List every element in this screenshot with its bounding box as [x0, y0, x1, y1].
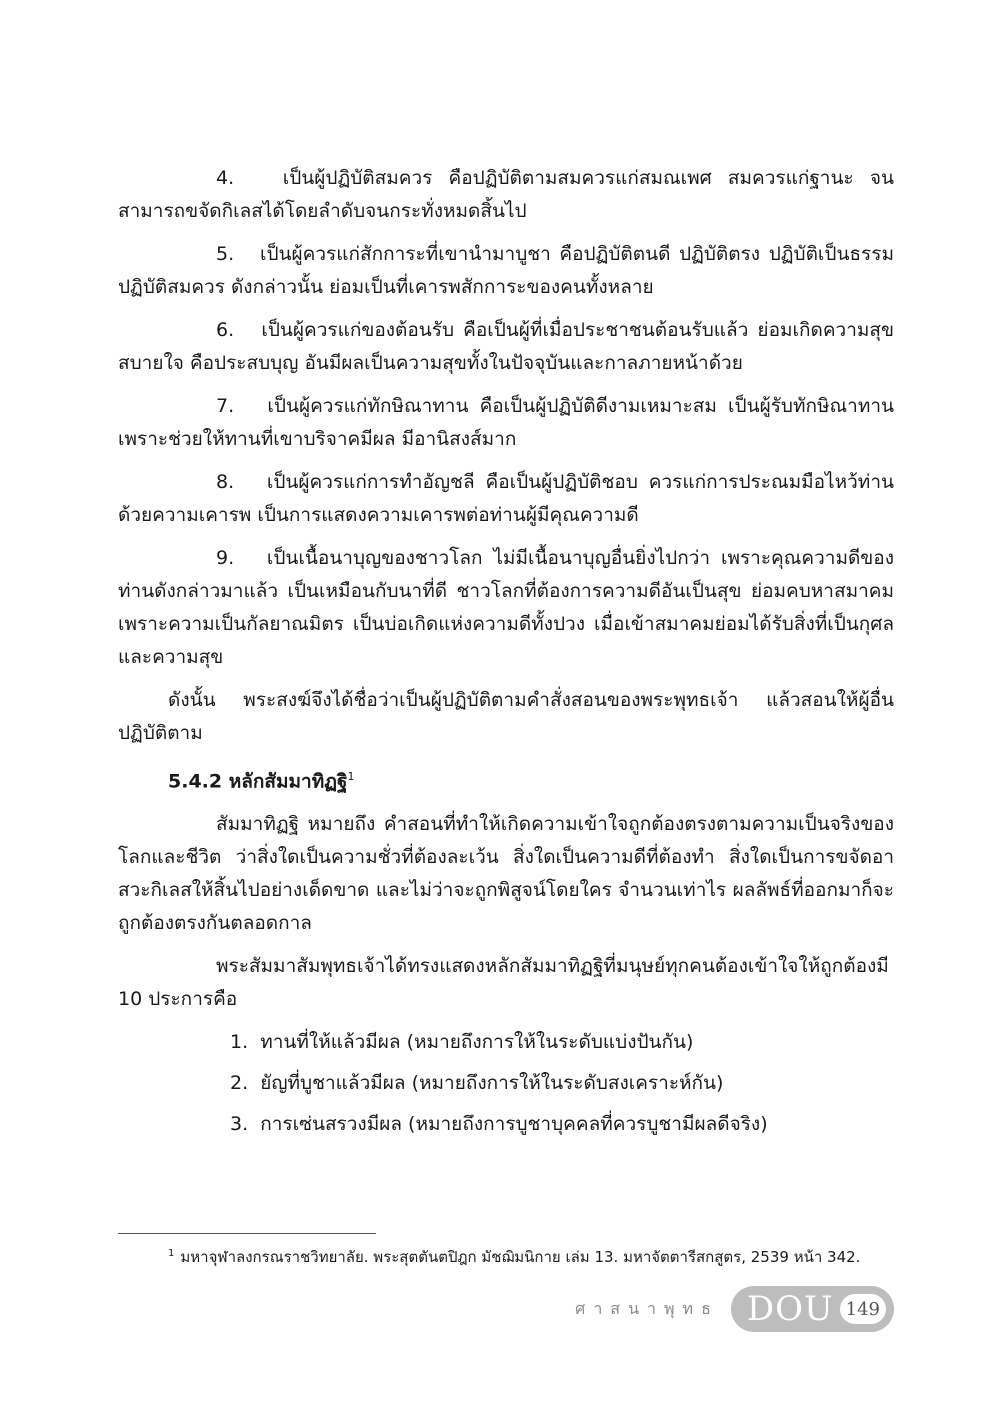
footnote: [118, 1240, 894, 1271]
dou-logo-badge: [731, 1286, 894, 1332]
list-item: 1. ทานที่ให้แล้วมีผล (หมายถึงการให้ในระดับแบ่งปันกัน): [230, 1031, 694, 1054]
paragraph-item-7: 7. เป็นผู้ควรแก่ทักษิณาทาน คือเป็นผู้ปฏิบัติดีงามเหมาะสม เป็นผู้รับทักษิณาทาน เพราะช่วยให้ทานที่เขาบริจาคมีผล มีอานิสงส์มาก: [118, 395, 894, 450]
paragraph-item-4: 4. เป็นผู้ปฏิบัติสมควร คือปฏิบัติตามสมควรแก่สมณเพศ สมควรแก่ฐานะ จนสามารถขจัดกิเลสได้โดยลำดับจนกระทั่งหมดสิ้นไป: [118, 167, 894, 222]
paragraph-intro: พระสัมมาสัมพุทธเจ้าได้ทรงแสดงหลักสัมมาทิฏฐิที่มนุษย์ทุกคนต้องเข้าใจให้ถูกต้องมี 10 ประการคือ: [118, 955, 889, 1011]
paragraph-item-8: 8. เป็นผู้ควรแก่การทำอัญชลี คือเป็นผู้ปฏิบัติชอบ ควรแก่การประณมมือไหว้ท่านด้วยความเคารพ เป็นการแสดงความเคารพต่อท่านผู้มีคุณความดี: [118, 471, 894, 526]
page-footer: [575, 1286, 894, 1332]
paragraph-item-6: 6. เป็นผู้ควรแก่ของต้อนรับ คือเป็นผู้ที่เมื่อประชาชนต้อนรับแล้ว ย่อมเกิดความสุขสบายใจ คือประสบบุญ อันมีผลเป็นความสุขทั้งในปัจจุบันและกาลภายหน้าด้วย: [118, 319, 894, 374]
paragraph-item-5: 5. เป็นผู้ควรแก่สักการะที่เขานำมาบูชา คือปฏิบัติตนดี ปฏิบัติตรง ปฏิบัติเป็นธรรม ปฏิบัติสมควร ดังกล่าวนั้น ย่อมเป็นที่เคารพสักการะของคนทั้งหลาย: [118, 243, 894, 298]
paragraph-definition: สัมมาทิฏฐิ หมายถึง คำสอนที่ทำให้เกิดความเข้าใจถูกต้องตรงตามความเป็นจริงของโลกและชีวิต ว่าสิ่งใดเป็นความชั่วที่ต้องละเว้น สิ่งใดเป็นความดีที่ต้องทำ สิ่งใดเป็นการขจัดอาสวะกิเลสให้สิ้นไปอย่างเด็ดขาด และไม่ว่าจะถูกพิสูจน์โดยใคร จำนวนเท่าไร ผลลัพธ์ที่ออกมาก็จะถูกต้องตรงกันตลอดกาล: [118, 813, 894, 935]
footnote-divider: [118, 1233, 376, 1234]
paragraph-conclusion: ดังนั้น พระสงฆ์จึงได้ชื่อว่าเป็นผู้ปฏิบัติตามคำสั่งสอนของพระพุทธเจ้า แล้วสอนให้ผู้อื่นปฏิบัติตาม: [118, 689, 894, 744]
section-heading: [168, 760, 894, 798]
section-heading-text: 5.4.2 หลักสัมมาทิฏฐิ: [168, 770, 348, 793]
footnote-mark: 1: [168, 1248, 175, 1259]
page-body: [118, 162, 894, 1149]
list-item: 3. การเซ่นสรวงมีผล (หมายถึงการบูชาบุคคลที่ควรบูชามีผลดีจริง): [230, 1113, 768, 1136]
list-item: 2. ยัญที่บูชาแล้วมีผล (หมายถึงการให้ในระดับสงเคราะห์กัน): [230, 1072, 724, 1095]
dou-logo-text: DOU: [746, 1289, 834, 1329]
paragraph-item-9: 9. เป็นเนื้อนาบุญของชาวโลก ไม่มีเนื้อนาบุญอื่นยิ่งไปกว่า เพราะคุณความดีของท่านดังกล่าวมาแล้ว เป็นเหมือนกับนาที่ดี ชาวโลกที่ต้องการความดีอันเป็นสุข ย่อมคบหาสมาคมเพราะความเป็นกัลยาณมิตร เป็นบ่อเกิดแห่งความดีทั้งปวง เมื่อเข้าสมาคมย่อมได้รับสิ่งที่เป็นกุศล และความสุข: [118, 547, 894, 668]
footnote-reference[interactable]: 1: [347, 770, 355, 783]
page-number: 149: [840, 1294, 886, 1324]
footnote-text: มหาจุฬาลงกรณราชวิทยาลัย. พระสุตตันตปิฎก มัชฌิมนิกาย เล่ม 13. มหาจัตตารีสกสูตร, 2539 หน้า 342.: [180, 1248, 861, 1266]
principles-list: [230, 1026, 894, 1141]
footer-subject: ศาสนาพุทธ: [575, 1298, 719, 1318]
